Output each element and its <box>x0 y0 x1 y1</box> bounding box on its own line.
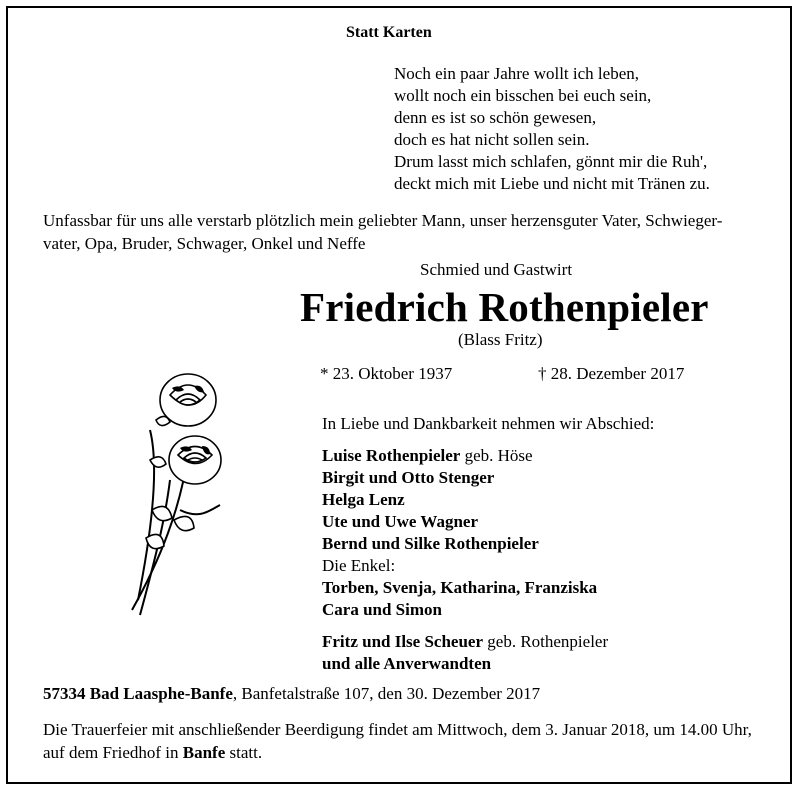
funeral-info <box>43 718 763 764</box>
list-item: Torben, Svenja, Katharina, Franziska <box>322 578 598 597</box>
address-date: , Banfetalstraße 107, den 30. Dezember 2017 <box>232 684 541 703</box>
funeral-text: Die Trauerfeier mit anschließender Beerdigung findet am Mittwoch, dem 3. Januar 2018, um 14.00 Uhr, auf dem Friedhof in <box>43 720 752 762</box>
mourner-suffix: geb. Höse <box>460 446 533 465</box>
poem-line: Drum lasst mich schlafen, gönnt mir die Ruh', <box>394 152 708 171</box>
poem-line: denn es ist so schön gewesen, <box>394 108 597 127</box>
death-date: † 28. Dezember 2017 <box>538 364 685 383</box>
list-item: und alle Anverwandten <box>322 654 492 673</box>
list-item <box>322 631 654 653</box>
place-name: 57334 Bad Laasphe-Banfe <box>43 684 233 703</box>
intro-line: vater, Opa, Bruder, Schwager, Onkel und Neffe <box>43 234 366 253</box>
list-item: Ute und Uwe Wagner <box>322 512 478 531</box>
mourner-name: Fritz und Ilse Scheuer <box>322 632 484 651</box>
list-item <box>322 445 654 467</box>
notice-header: Statt Karten <box>346 24 432 41</box>
mourners-intro: In Liebe und Dankbarkeit nehmen wir Abschied: <box>322 414 655 433</box>
occupation: Schmied und Gastwirt <box>420 260 573 279</box>
funeral-place: Banfe <box>182 743 226 762</box>
place-date-line <box>43 684 540 704</box>
list-item: Cara und Simon <box>322 600 442 619</box>
grandchildren-label: Die Enkel: <box>322 556 396 575</box>
poem-line: wollt noch ein bisschen bei euch sein, <box>394 86 652 105</box>
birth-date: * 23. Oktober 1937 <box>320 364 453 383</box>
list-item: Bernd und Silke Rothenpieler <box>322 534 539 553</box>
intro-line: Unfassbar für uns alle verstarb plötzlich mein geliebter Mann, unser herzensguter Vater, Schwieger- <box>43 211 723 230</box>
mourner-suffix: geb. Rothenpieler <box>483 632 609 651</box>
mourner-name: Luise Rothenpieler <box>322 446 461 465</box>
rose-drawing-icon <box>110 360 240 625</box>
poem-line: doch es hat nicht sollen sein. <box>394 130 590 149</box>
funeral-end: statt. <box>225 743 263 762</box>
deceased-name: Friedrich Rothenpieler <box>300 284 709 330</box>
poem <box>394 63 710 195</box>
intro-text <box>43 209 763 255</box>
list-item: Helga Lenz <box>322 490 405 509</box>
mourners-list <box>322 413 654 675</box>
poem-line: Noch ein paar Jahre wollt ich leben, <box>394 64 639 83</box>
poem-line: deckt mich mit Liebe und nicht mit Tränen zu. <box>394 174 710 193</box>
list-item: Birgit und Otto Stenger <box>322 468 495 487</box>
nickname: (Blass Fritz) <box>458 330 543 349</box>
